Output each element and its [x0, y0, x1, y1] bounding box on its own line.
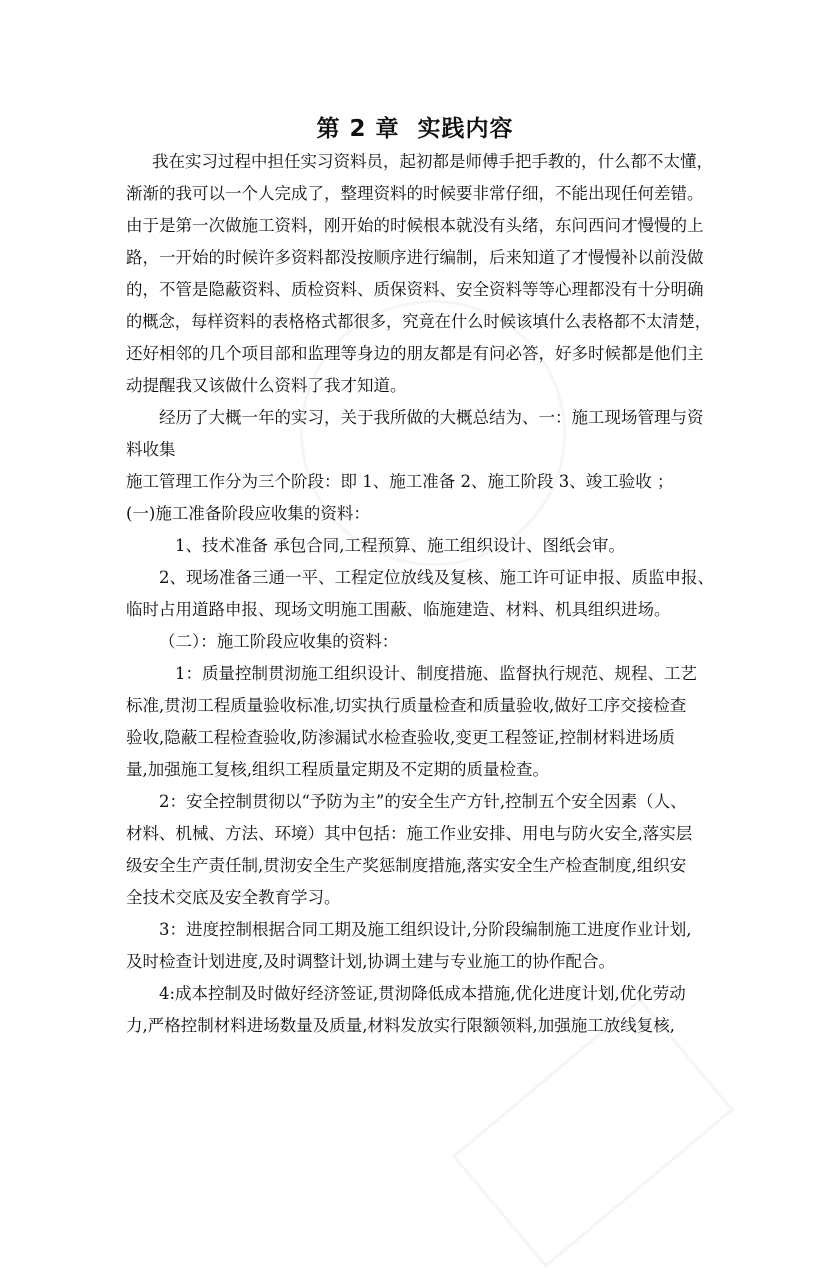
section-heading: （二）：施工阶段应收集的资料： [159, 632, 399, 651]
paragraph-line: 还好相邻的几个项目部和监理等身边的朋友都是有问必答，好多时候都是他们主 [126, 344, 704, 363]
paragraph-line: 标准,贯沏工程质量验收标准,切实执行质量检查和质量验收,做好工序交接检查 [126, 696, 687, 715]
paragraph-line: 施工管理工作分为三个阶段：即 1、施工准备 2、施工阶段 3、竣工验收 ； [126, 472, 674, 491]
paragraph-line: 量,加强施工复核,组织工程质量定期及不定期的质量检查。 [126, 760, 549, 779]
paragraph-line: 渐渐的我可以一个人完成了，整理资料的时候要非常仔细，不能出现任何差错。 [126, 184, 704, 203]
watermark-seal [246, 246, 621, 621]
paragraph-line: 经历了大概一年的实习，关于我所做的大概总结为、一：施工现场管理与资 [159, 408, 704, 427]
paragraph-line: 力,严格控制材料进场数量及质量,材料发放实行限额领料,加强施工放线复核, [126, 1016, 675, 1035]
paragraph-line: 级安全生产责任制,贯沏安全生产奖惩制度措施,落实安全生产检查制度,组织安 [126, 856, 687, 875]
list-item: 3：进度控制根据合同工期及施工组织设计,分阶段编制施工进度作业计划, [159, 920, 692, 939]
list-item: 1、技术准备 承包合同,工程预算、施工组织设计、图纸会审。 [175, 536, 625, 555]
paragraph-line: 全技术交底及安全教育学习。 [126, 888, 341, 907]
list-item: 1：质量控制贯沏施工组织设计、制度措施、监督执行规范、规程、工艺 [175, 664, 697, 683]
watermark-seal-lower [452, 998, 734, 1268]
paragraph-line: 的概念，每样资料的表格格式都很多，究竟在什么时候该填什么表格都不太清楚， [126, 312, 711, 331]
paragraph-line: 及时检查计划进度,及时调整计划,协调土建与专业施工的协作配合。 [126, 952, 615, 971]
paragraph-line: 路，一开始的时候许多资料都没按顺序进行编制，后来知道了才慢慢补以前没做 [126, 248, 704, 267]
paragraph-line: 料收集 [126, 440, 176, 459]
paragraph-line: 验收,隐蔽工程检查验收,防渗漏试水检查验收,变更工程签证,控制材料进场质 [126, 728, 675, 747]
paragraph-line: 动提醒我又该做什么资料了我才知道。 [126, 376, 407, 395]
paragraph-line: 我在实习过程中担任实习资料员，起初都是师傅手把手教的，什么都不太懂， [152, 152, 713, 171]
list-item: 4:成本控制及时做好经济签证,贯沏降低成本措施,优化进度计划,优化劳动 [159, 984, 686, 1003]
chapter-title: 第 2 章 实践内容 [316, 116, 514, 142]
paragraph-line: 的，不管是隐蔽资料、质检资料、质保资料、安全资料等等心理都没有十分明确 [126, 280, 704, 299]
paragraph-line: 临时占用道路申报、现场文明施工围蔽、临施建造、材料、机具组织进场。 [126, 600, 671, 619]
paragraph-line: 材料、机械、方法、环境）其中包括：施工作业安排、用电与防火安全,落实层 [126, 824, 693, 843]
list-item: 2：安全控制贯彻以“予防为主”的安全生产方针,控制五个安全因素（人、 [159, 792, 687, 811]
section-heading: (一)施工准备阶段应收集的资料： [126, 504, 370, 523]
list-item: 2、现场准备三通一平、工程定位放线及复核、施工许可证申报、质监申报、 [159, 568, 714, 587]
paragraph-line: 由于是第一次做施工资料，刚开始的时候根本就没有头绪，东问西问才慢慢的上 [126, 216, 704, 235]
